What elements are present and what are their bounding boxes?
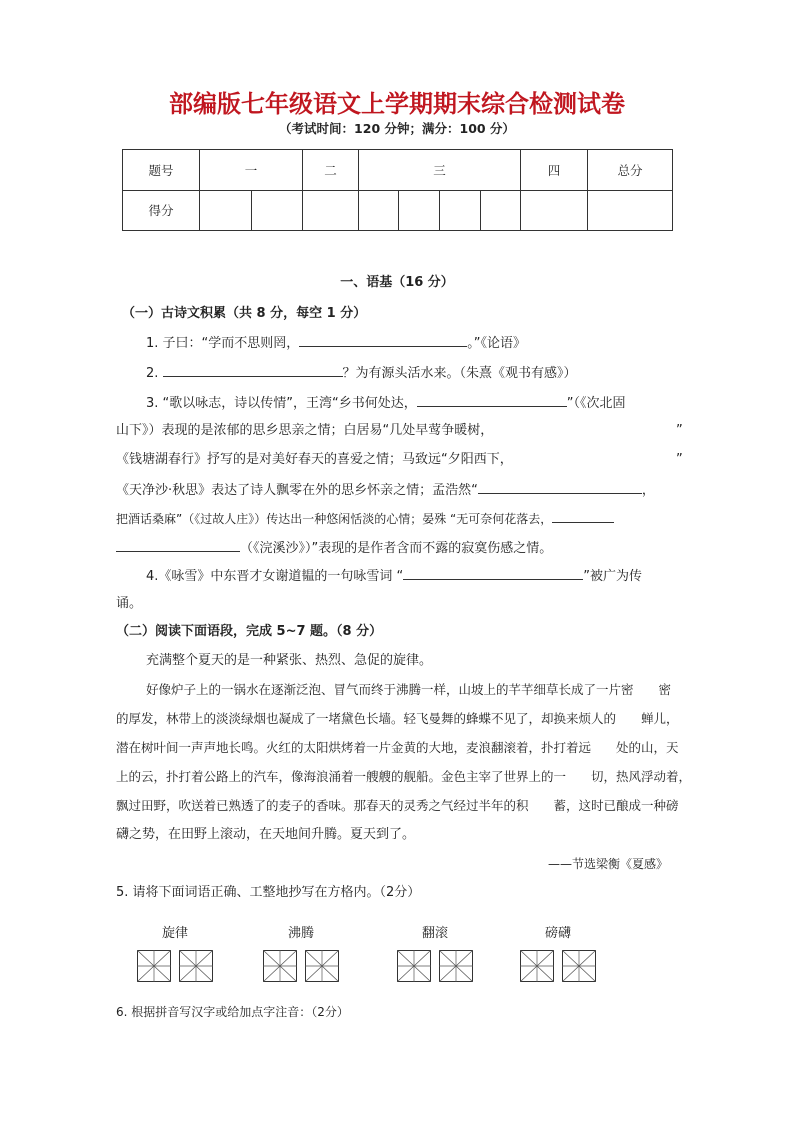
q4-text: ”被广为传 [583, 569, 643, 584]
q1-text-a: 1. 子曰：“学而不思则罔， [146, 336, 300, 351]
q3-text: 把酒话桑麻”（《过故人庄》）传达出一种悠闲恬淡的心情；晏殊 “无可奈何花落去， [116, 512, 553, 526]
score-cell-empty[interactable] [521, 190, 588, 231]
score-table [122, 149, 673, 231]
q3-text: 《天净沙·秋思》表达了诗人飘零在外的思乡怀亲之情；孟浩然“ [116, 483, 478, 498]
writing-box[interactable] [520, 950, 554, 982]
question-5: 5. 请将下面词语正确、工整地抄写在方格内。（2分） [116, 885, 421, 900]
writing-box[interactable] [397, 950, 431, 982]
question-3-line6 [116, 537, 552, 559]
question-3-line5 [116, 508, 614, 529]
passage-line: 上的云，扑打着公路上的汽车，像海浪涌着一艘艘的舰船。金色主宰了世界上的一 切，热风浮动着， [116, 769, 692, 784]
question-2 [146, 362, 577, 384]
score-table-cell: 一 [200, 150, 303, 191]
word-group [508, 924, 608, 982]
question-4-line2: 诵。 [116, 596, 143, 611]
q3-quote-close: ” [676, 452, 683, 467]
writing-box[interactable] [137, 950, 171, 982]
score-cell-empty[interactable] [200, 190, 252, 231]
part1-title: （一）古诗文积累（共 8 分，每空 1 分） [122, 306, 367, 321]
question-3-line1 [146, 392, 626, 414]
score-cell-empty[interactable] [252, 190, 303, 231]
passage-line: 的厚发，林带上的淡淡绿烟也凝成了一堵黛色长墙。轻飞曼舞的蜂蝶不见了，却换来烦人的 蝉儿， [116, 711, 679, 726]
q1-text-b: 。”《论语》 [467, 336, 527, 351]
writing-box[interactable] [439, 950, 473, 982]
writing-box[interactable] [179, 950, 213, 982]
part2-title: （二）阅读下面语段，完成 5~7 题。（8 分） [116, 624, 383, 639]
answer-blank[interactable] [478, 479, 642, 494]
score-cell-empty[interactable] [399, 190, 440, 231]
passage-line: 飘过田野，吹送着已熟透了的麦子的香味。那春天的灵秀之气经过半年的积 蓄，这时已酿成一种磅 [116, 798, 679, 813]
score-cell-empty[interactable] [588, 190, 673, 231]
word-label: 沸腾 [287, 926, 314, 941]
question-6: 6. 根据拼音写汉字或给加点字注音：（2分） [116, 1005, 349, 1019]
score-table-cell: 三 [359, 150, 521, 191]
question-3-line3 [116, 450, 513, 470]
passage-source: ——节选梁衡《夏感》 [548, 857, 669, 871]
q3-text: ， [641, 483, 655, 498]
score-table-score-row [123, 190, 673, 231]
answer-blank[interactable] [552, 508, 614, 523]
q3-text: 3. “歌以咏志，诗以传情”，王湾“乡书何处达， [146, 396, 417, 411]
passage-line: 礴之势，在田野上滚动，在天地间升腾。夏天到了。 [116, 827, 416, 842]
score-table-cell: 总分 [588, 150, 673, 191]
question-4 [146, 565, 642, 587]
q3-text: 《钱塘湖春行》抒写的是对美好春天的喜爱之情；马致远“夕阳西下， [116, 452, 513, 467]
score-table-cell: 题号 [123, 150, 200, 191]
question-3-line2 [116, 421, 493, 441]
q3-text: （《浣溪沙》）”表现的是作者含而不露的寂寞伤感之情。 [240, 541, 553, 556]
writing-box[interactable] [562, 950, 596, 982]
q3-text: 山下》）表现的是浓郁的思乡思亲之情；白居易“几处早莺争暖树， [116, 423, 494, 438]
writing-grid-row [0, 924, 794, 984]
passage-line: 好像炉子上的一锅水在逐渐泛泡、冒气而终于沸腾一样，山坡上的芊芊细草长成了一片密 密 [146, 682, 672, 697]
answer-blank[interactable] [116, 537, 240, 552]
score-table-cell: 二 [303, 150, 359, 191]
question-1 [146, 332, 526, 354]
q2-text-b: ？为有源头活水来。（朱熹《观书有感》） [342, 366, 577, 381]
q3-text: ”（《次北固 [566, 396, 626, 411]
question-3-line4 [116, 479, 655, 501]
section-title: 一、语基（16 分） [340, 275, 454, 290]
passage-line: 充满整个夏天的是一种紧张、热烈、急促的旋律。 [146, 653, 433, 668]
writing-box[interactable] [263, 950, 297, 982]
score-table-cell: 四 [521, 150, 588, 191]
answer-blank[interactable] [417, 392, 567, 407]
score-cell-empty[interactable] [303, 190, 359, 231]
score-cell-empty[interactable] [481, 190, 521, 231]
word-label: 旋律 [161, 926, 188, 941]
word-label: 翻滚 [421, 926, 448, 941]
score-cell-empty[interactable] [440, 190, 481, 231]
q4-text: 4.《咏雪》中东晋才女谢道韫的一句咏雪词 “ [146, 569, 404, 584]
exam-title: 部编版七年级语文上学期期末综合检测试卷 [169, 89, 625, 118]
answer-blank[interactable] [403, 565, 583, 580]
passage-line: 潜在树叶间一声声地长鸣。火红的太阳烘烤着一片金黄的大地，麦浪翻滚着，扑打着远 处的山，天 [116, 740, 679, 755]
score-table-cell: 得分 [123, 190, 200, 231]
q2-text-a: 2. [146, 366, 159, 381]
answer-blank[interactable] [299, 332, 467, 347]
word-group [385, 924, 485, 982]
score-table-header-row [123, 150, 673, 191]
word-label: 磅礴 [544, 926, 571, 941]
q3-quote-close: ” [676, 423, 683, 438]
score-cell-empty[interactable] [359, 190, 399, 231]
answer-blank[interactable] [163, 362, 343, 377]
word-group [251, 924, 351, 982]
word-group [125, 924, 225, 982]
writing-box[interactable] [305, 950, 339, 982]
exam-subtitle: （考试时间：120 分钟；满分：100 分） [279, 121, 515, 136]
